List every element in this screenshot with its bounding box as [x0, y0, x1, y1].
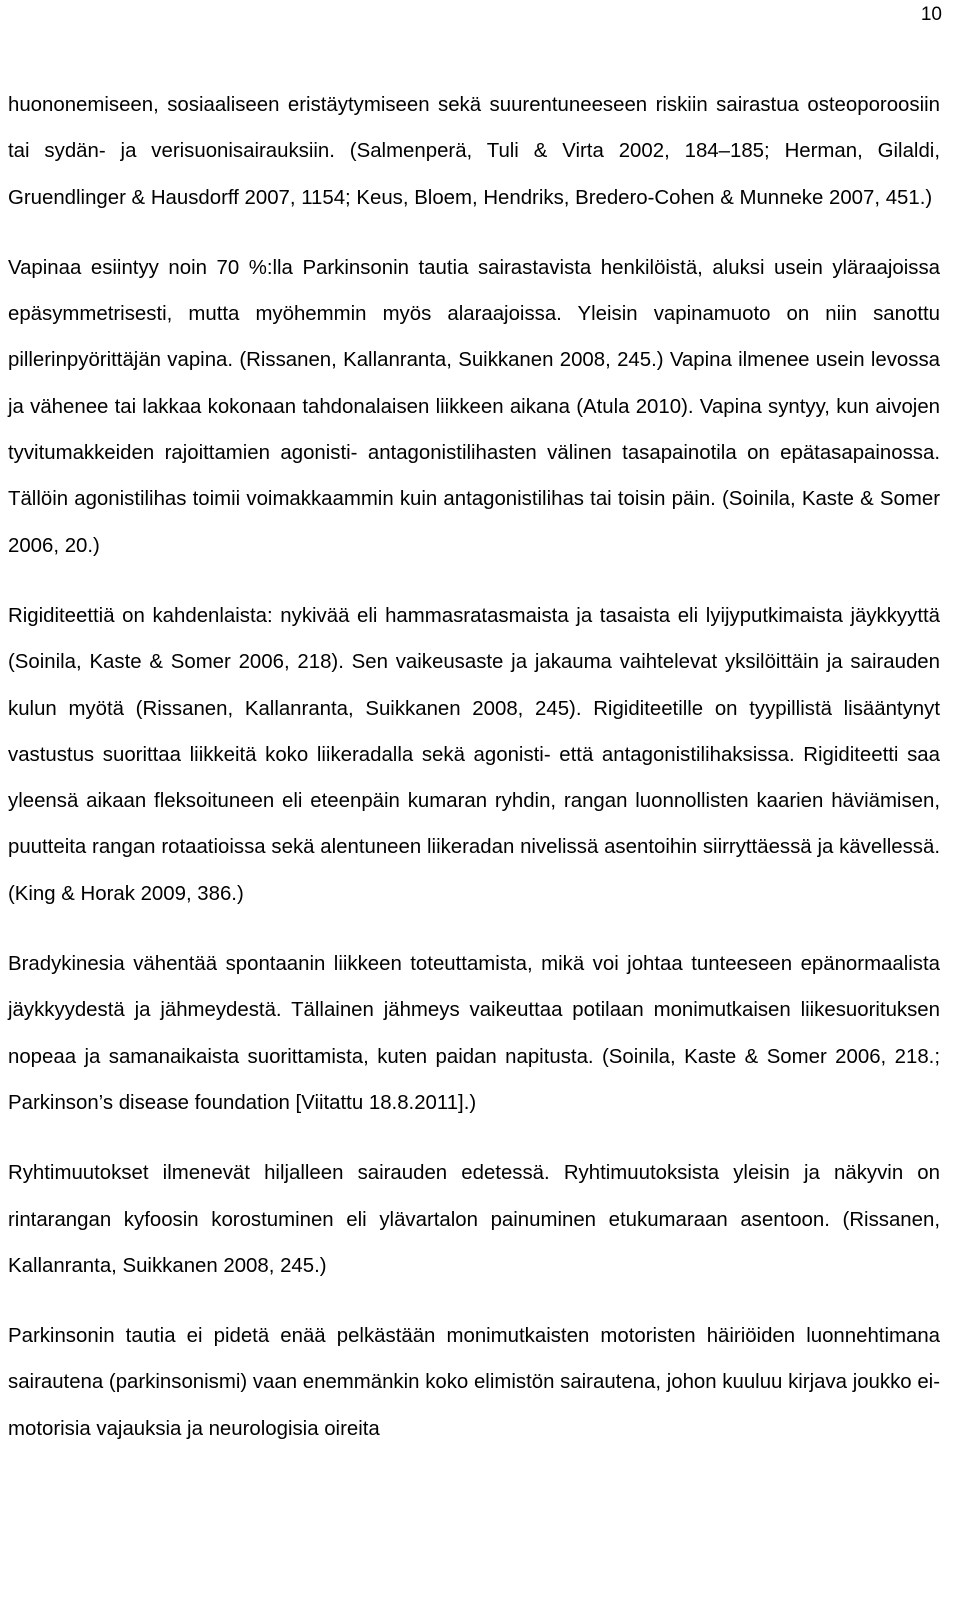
page-number: 10: [920, 4, 942, 25]
document-body: [8, 82, 940, 1452]
paragraph-posture-changes: Ryhtimuutokset ilmenevät hiljalleen sairauden edetessä. Ryhtimuutoksista yleisin ja näkyvin on rintarangan kyfoosin korostuminen eli ylävartalon painuminen etukumaraan asentoon. (Rissanen, Kallanranta, Suikkanen 2008, 245.): [8, 1162, 940, 1277]
paragraph-tremor: Vapinaa esiintyy noin 70 %:lla Parkinsonin tautia sairastavista henkilöistä, aluksi usein yläraajoissa epäsymmetrisesti, mutta myöhemmin myös alaraajoissa. Yleisin vapinamuoto on niin sanottu pillerinpyörittäjän vapina. (Rissanen, Kallanranta, Suikkanen 2008, 245.) Vapina ilmenee usein levossa ja vähenee tai lakkaa kokonaan tahdonalaisen liikkeen aikana (Atula 2010). Vapina syntyy, kun aivojen tyvitumakkeiden rajoittamien agonisti- antagonistilihasten välinen tasapainotila on epätasapainossa. Tällöin agonistilihas toimii voimakkaammin kuin antagonistilihas tai toisin päin. (Soinila, Kaste & Somer 2006, 20.): [8, 256, 940, 557]
paragraph-rigidity: Rigiditeettiä on kahdenlaista: nykivää eli hammasratasmaista ja tasaista eli lyijyputkimaista jäykkyyttä (Soinila, Kaste & Somer 2006, 218). Sen vaikeusaste ja jakauma vaihtelevat yksilöittäin ja sairauden kulun myötä (Rissanen, Kallanranta, Suikkanen 2008, 245). Rigiditeetille on tyypillistä lisääntynyt vastustus suorittaa liikkeitä koko liikeradalla sekä agonisti- että antagonistilihaksissa. Rigiditeetti saa yleensä aikaan fleksoituneen eli eteenpäin kumaran ryhdin, rangan luonnollisten kaarien häviämisen, puutteita rangan rotaatioissa sekä alentuneen liikeradan nivelissä asentoihin siirryttäessä ja kävellessä. (King & Horak 2009, 386.): [8, 604, 940, 905]
paragraph-muscle-weakness-consequences: huononemiseen, sosiaaliseen eristäytymiseen sekä suurentuneeseen riskiin sairastua osteoporoosiin tai sydän- ja verisuonisairauksiin. (Salmenperä, Tuli & Virta 2002, 184–185; Herman, Gilaldi, Gruendlinger & Hausdorff 2007, 1154; Keus, Bloem, Hendriks, Bredero-Cohen & Munneke 2007, 451.): [8, 94, 940, 209]
paragraph-bradykinesia: Bradykinesia vähentää spontaanin liikkeen toteuttamista, mikä voi johtaa tunteeseen epänormaalista jäykkyydestä ja jähmeydestä. Tällainen jähmeys vaikeuttaa potilaan monimutkaisen liikesuorituksen nopeaa ja samanaikaista suorittamista, kuten paidan napitusta. (Soinila, Kaste & Somer 2006, 218.; Parkinson’s disease foundation [Viitattu 18.8.2011].): [8, 953, 940, 1114]
paragraph-non-motor-symptoms: Parkinsonin tautia ei pidetä enää pelkästään monimutkaisten motoristen häiriöiden luonnehtimana sairautena (parkinsonismi) vaan enemmänkin koko elimistön sairautena, johon kuuluu kirjava joukko ei-motorisia vajauksia ja neurologisia oireita: [8, 1325, 940, 1440]
